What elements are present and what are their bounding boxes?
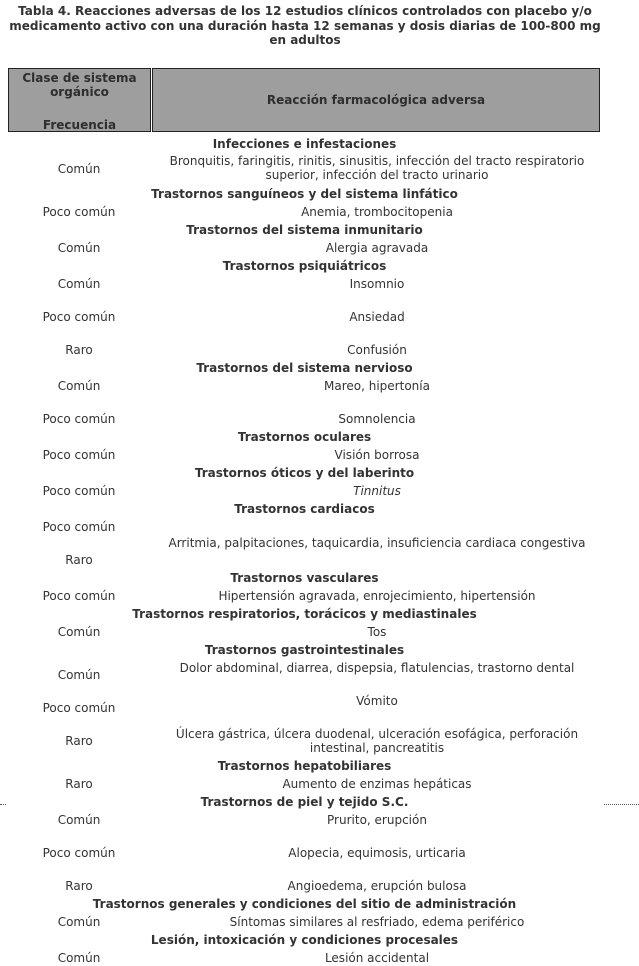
frequency-cell: Raro <box>65 777 93 791</box>
frequency-cell: Poco común <box>42 520 116 534</box>
reaction-cell: Síntomas similares al resfriado, edema periférico <box>229 915 525 929</box>
section-title: Trastornos psiquiátricos <box>222 259 387 273</box>
header-organ-class-frequency <box>8 68 151 132</box>
frequency-cell: Común <box>57 241 101 255</box>
section-title: Infecciones e infestaciones <box>212 137 397 151</box>
section-title: Trastornos respiratorios, torácicos y mediastinales <box>132 607 477 621</box>
reaction-cell: Mareo, hipertonía <box>324 379 430 393</box>
section-title: Trastornos hepatobiliares <box>217 759 392 773</box>
section-title: Trastornos de piel y tejido S.C. <box>200 795 409 809</box>
reaction-cell: Dolor abdominal, diarrea, dispepsia, flatulencias, trastorno dental <box>179 661 575 675</box>
section-title: Lesión, intoxicación y condiciones procesales <box>150 933 459 947</box>
reaction-cell: Tinnitus <box>353 484 401 498</box>
header-adverse-reaction <box>152 68 600 132</box>
dotted-separator-right <box>604 804 639 805</box>
frequency-cell: Común <box>57 625 101 639</box>
reaction-cell: Insomnio <box>349 277 405 291</box>
reaction-cell: Lesión accidental <box>324 951 430 965</box>
reaction-cell: Aumento de enzimas hepáticas <box>282 777 472 791</box>
reaction-cell: Tos <box>367 625 387 639</box>
header-organ-class: Clase de sistema orgánico <box>22 71 137 99</box>
section-title: Trastornos del sistema inmunitario <box>186 223 423 237</box>
section-title: Trastornos cardiacos <box>234 502 375 516</box>
frequency-cell: Raro <box>65 553 93 567</box>
frequency-cell: Poco común <box>42 484 116 498</box>
section-title: Trastornos sanguíneos y del sistema linfático <box>151 187 458 201</box>
header-adverse-reaction-label: Reacción farmacológica adversa <box>266 93 486 107</box>
reaction-cell: Somnolencia <box>338 412 416 426</box>
reaction-cell: Alopecia, equimosis, urticaria <box>288 846 466 860</box>
frequency-cell: Común <box>57 277 101 291</box>
section-title: Trastornos óticos y del laberinto <box>194 466 415 480</box>
reaction-cell: Bronquitis, faringitis, rinitis, sinusitis, infección del tracto respiratorio superior, infección del tracto urinario <box>169 154 585 182</box>
frequency-cell: Común <box>57 379 101 393</box>
reaction-cell: Visión borrosa <box>334 448 420 462</box>
frequency-cell: Poco común <box>42 701 116 715</box>
reaction-cell: Prurito, erupción <box>327 813 427 827</box>
header-frequency: Frecuencia <box>42 118 117 132</box>
section-title: Trastornos vasculares <box>230 571 379 585</box>
reaction-cell: Confusión <box>347 343 407 357</box>
reaction-cell: Úlcera gástrica, úlcera duodenal, ulceración esofágica, perforación intestinal, pancreatitis <box>175 727 579 755</box>
frequency-cell: Raro <box>65 734 93 748</box>
section-title: Trastornos generales y condiciones del sitio de administración <box>92 897 517 911</box>
frequency-cell: Común <box>57 951 101 965</box>
frequency-cell: Raro <box>65 879 93 893</box>
reaction-cell: Hipertensión agravada, enrojecimiento, hipertensión <box>218 589 536 603</box>
section-title: Trastornos oculares <box>237 430 372 444</box>
section-title: Trastornos del sistema nervioso <box>196 361 413 375</box>
frequency-cell: Poco común <box>42 205 116 219</box>
table-title: Tabla 4. Reacciones adversas de los 12 estudios clínicos controlados con placebo y/o medicamento activo con una duración hasta 12 semanas y dosis diarias de 100-800 mg en adultos <box>9 4 601 47</box>
reaction-cell: Ansiedad <box>349 310 405 324</box>
frequency-cell: Raro <box>65 343 93 357</box>
section-title: Trastornos gastrointestinales <box>204 643 405 657</box>
frequency-cell: Poco común <box>42 589 116 603</box>
reaction-cell: Anemia, trombocitopenia <box>301 205 453 219</box>
reaction-cell: Arritmia, palpitaciones, taquicardia, insuficiencia cardiaca congestiva <box>168 536 586 550</box>
frequency-cell: Común <box>57 668 101 682</box>
reaction-cell: Angioedema, erupción bulosa <box>287 879 467 893</box>
frequency-cell: Poco común <box>42 448 116 462</box>
reaction-cell: Alergia agravada <box>325 241 429 255</box>
frequency-cell: Poco común <box>42 846 116 860</box>
frequency-cell: Poco común <box>42 412 116 426</box>
frequency-cell: Común <box>57 162 101 176</box>
frequency-cell: Común <box>57 915 101 929</box>
reaction-cell: Vómito <box>356 694 398 708</box>
frequency-cell: Poco común <box>42 310 116 324</box>
frequency-cell: Común <box>57 813 101 827</box>
